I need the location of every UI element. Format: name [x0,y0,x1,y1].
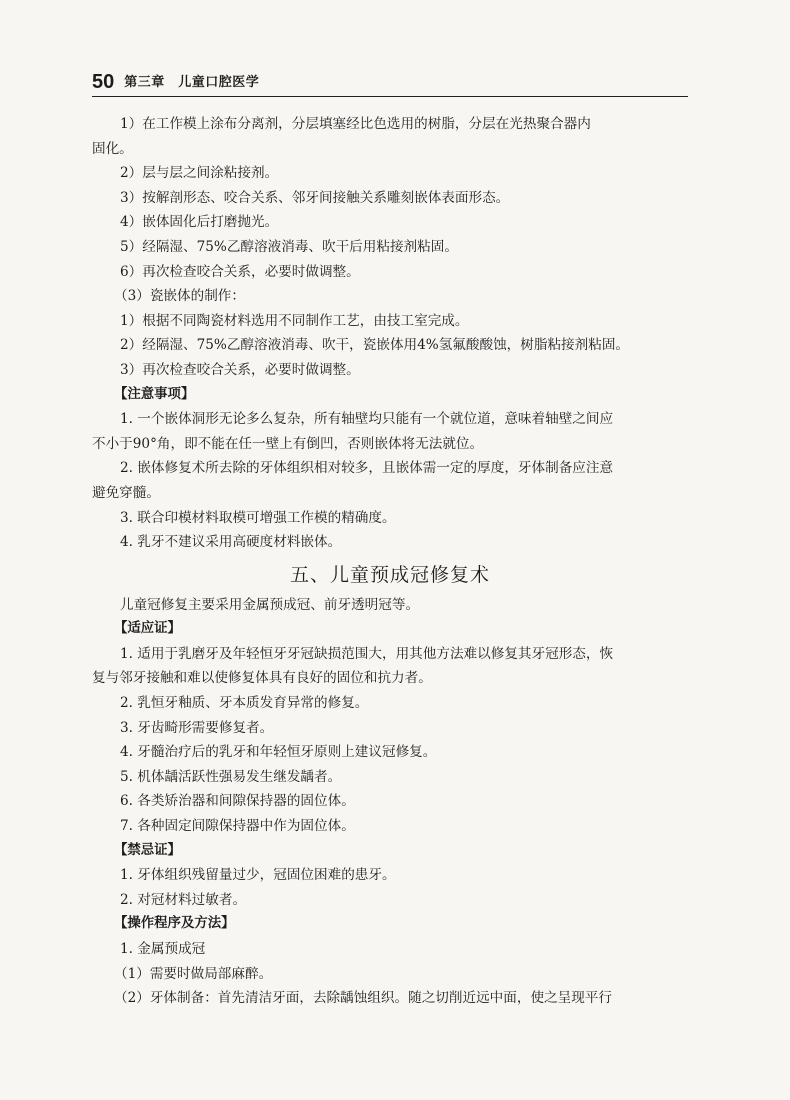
text-line: 3）再次检查咬合关系，必要时做调整。 [120,361,360,378]
text-line: 1）在工作模上涂布分离剂，分层填塞经比色选用的树脂，分层在光热聚合器内 [120,116,591,132]
text-line: （2）牙体制备：首先清洁牙面，去除龋蚀组织。随之切削近远中面，使之呈现平行 [114,990,613,1007]
subsection-heading: 【禁忌证】 [114,842,181,858]
text-line: 1. 金属预成冠 [120,941,206,957]
text-line: 1. 一个嵌体洞形无论多么复杂，所有轴壁均只能有一个就位道，意味着轴壁之间应 [120,411,614,428]
text-line: 4. 牙髓治疗后的乳牙和年轻恒牙原则上建议冠修复。 [120,744,437,761]
page-header [92,66,688,97]
text-line: 固化。 [92,140,133,157]
text-line: 2）层与层之间涂粘接剂。 [120,165,279,182]
text-line: 5. 机体龋活跃性强易发生继发龋者。 [120,768,342,785]
subsection-heading: 【操作程序及方法】 [114,916,235,932]
text-line: 2. 乳恒牙釉质、牙本质发育异常的修复。 [120,695,369,712]
text-line: 4. 乳牙不建议采用高硬度材料嵌体。 [120,534,342,551]
text-line: 1）根据不同陶瓷材料选用不同制作工艺，由技工室完成。 [120,312,469,329]
page-number: 50 [92,71,115,93]
text-line: 复与邻牙接触和难以使修复体具有良好的固位和抗力者。 [92,670,432,687]
text-line: 1. 适用于乳磨牙及年轻恒牙牙冠缺损范围大，用其他方法难以修复其牙冠形态，恢 [120,645,614,662]
text-line: 不小于90°角，即不能在任一壁上有倒凹，否则嵌体将无法就位。 [92,435,484,452]
text-line: 避免穿髓。 [92,484,160,501]
text-line: 2. 对冠材料过敏者。 [120,891,247,908]
text-line: 儿童冠修复主要采用金属预成冠、前牙透明冠等。 [120,596,420,613]
text-line: 7. 各种固定间隙保持器中作为固位体。 [120,818,355,835]
text-line: （1）需要时做局部麻醉。 [114,965,273,982]
text-line: 2）经隔湿、75%乙醇溶液消毒、吹干，瓷嵌体用4%氢氟酸酸蚀，树脂粘接剂粘固。 [120,337,630,354]
text-line: （3）瓷嵌体的制作： [114,288,245,305]
section-title: 五、儿童预成冠修复术 [289,563,490,586]
text-line: 3. 联合印模材料取模可增强工作模的精确度。 [120,509,396,526]
body-text [92,112,688,1011]
text-line: 3. 牙齿畸形需要修复者。 [120,719,274,736]
text-line: 4）嵌体固化后打磨抛光。 [120,214,279,231]
chapter-title: 第三章 儿童口腔医学 [124,75,260,90]
subsection-heading: 【适应证】 [114,621,181,637]
text-line: 6. 各类矫治器和间隙保持器的固位体。 [120,793,355,810]
text-line: 3）按解剖形态、咬合关系、邻牙间接触关系雕刻嵌体表面形态。 [120,189,510,206]
text-line: 5）经隔湿、75%乙醇溶液消毒、吹干后用粘接剂粘固。 [120,238,458,255]
subsection-heading: 【注意事项】 [114,386,195,402]
text-line: 2. 嵌体修复术所去除的牙体组织相对较多，且嵌体需一定的厚度，牙体制备应注意 [120,460,614,477]
text-line: 6）再次检查咬合关系，必要时做调整。 [120,263,360,280]
text-line: 1. 牙体组织残留量过少，冠固位困难的患牙。 [120,867,396,884]
